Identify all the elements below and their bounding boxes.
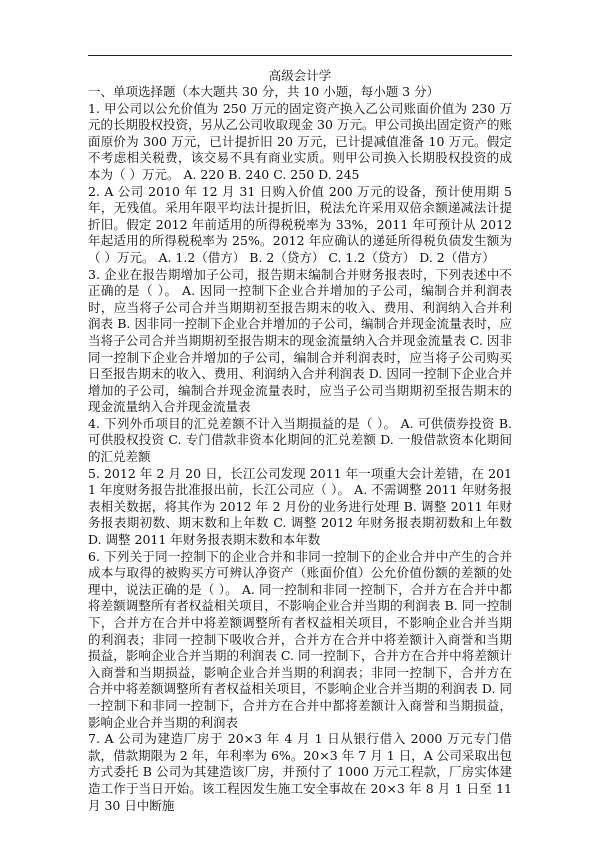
question-7: 7. A 公司为建造厂房于 20×3 年 4 月 1 日从银行借入 2000 万元专门借款，借款期限为 2 年，年利率为 6%。20×3 年 7 月 1 日，A 公司采取出包方式委托 B 公司为其建造该厂房，并预付了 1000 万元工程款，厂房实体建造工作于当日开始。该工程因发生施工安全事故在 20×3 年 8 月 1 日至 11 月 30 日中断施 [88,731,512,813]
document-title: 高级会计学 [268,68,332,83]
question-5: 5. 2012 年 2 月 20 日，长江公司发现 2011 年一项重大会计差错，在 2011 年度财务报告批准报出前，长江公司应（ ）。 A. 不需调整 2011 年财务报表相关数据，将其作为 2012 年 2 月份的业务进行处理 B. 调整 2011 年财务报表期初数、期末数和上年数 C. 调整 2012 年财务报表期初数和上年数 D. 调整 2011 年财务报表期末数和本年数 [88,465,512,548]
top-rule [88,55,512,56]
question-4: 4. 下列外币项目的汇兑差额不计入当期损益的是（ ）。 A. 可供债券投资 B. 可供股权投资 C. 专门借款非资本化期间的汇兑差额 D. 一般借款资本化期间的汇兑差额 [88,415,512,465]
question-3: 3. 企业在报告期增加子公司，报告期末编制合并财务报表时，下列表述中不正确的是（ ）。 A. 因同一控制下企业合并增加的子公司，编制合并利润表时，应当将子公司合并当期期初至报告期末的收入、费用、利润纳入合并利润表 B. 因非同一控制下企业合并增加的子公司，编制合并现金流量表时，应当将子公司合并当期期初至报告期末的现金流量纳入合并现金流量表 C. 因非同一控制下企业合并增加的子公司，编制合并利润表时，应当将子公司购买日至报告期末的收入、费用、利润纳入合并利润表 D. 因同一控制下企业合并增加的子公司，编制合并现金流量表时，应当子公司当期期初至报告期末的现金流量纳入合并现金流量表 [88,266,512,415]
document-page [88,55,512,814]
question-1: 1. 甲公司以公允价值为 250 万元的固定资产换入乙公司账面价值为 230 万元的长期股权投资，另从乙公司收取现金 30 万元。甲公司换出固定资产的账面原价为 300 万元，已计提折旧 20 万元，已计提减值准备 10 万元。假定不考虑相关税费，该交易不具有商业实质。则甲公司换入长期股权投资的成本为（ ）万元。 A. 220 B. 240 C. 250 D. 245 [88,100,512,182]
question-2: 2. A 公司 2010 年 12 月 31 日购入价值 200 万元的设备，预计使用期 5 年，无残值。采用年限平均法计提折旧，税法允许采用双倍余额递减法计提折旧。假定 2012 年前适用的所得税税率为 33%，2011 年可预计从 2012 年起适用的所得税税率为 25%。2012 年应确认的递延所得税负债发生额为（ ）万元。 A. 1.2（借方） B. 2（贷方） C. 1.2（贷方） D. 2（借方） [88,183,512,265]
question-6: 6. 下列关于同一控制下的企业合并和非同一控制下的企业合并中产生的合并成本与取得的被购买方可辨认净资产（账面价值）公允价值份额的差额的处理中，说法正确的是（ ）。 A. 同一控制和非同一控制下，合并方在合并中都将差额调整所有者权益相关项目，不影响企业合并当期的利润表 B. 同一控制下，合并方在合并中将差额调整所有者权益相关项目，不影响企业合并当期的利润表；非同一控制下吸收合并，合并方在合并中将差额计入商誉和当期损益，影响企业合并当期的利润表 C. 同一控制下，合并方在合并中将差额计入商誉和当期损益，影响企业合并当期的利润表；非同一控制下，合并方在合并中将差额调整所有者权益相关项目，不影响企业合并当期的利润表 D. 同一控制下和非同一控制下，合并方在合并中都将差额计入商誉和当期损益，影响企业合并当期的利润表 [88,548,512,730]
section-heading: 一、单项选择题（本大题共 30 分，共 10 小题，每小题 3 分） [88,84,440,99]
